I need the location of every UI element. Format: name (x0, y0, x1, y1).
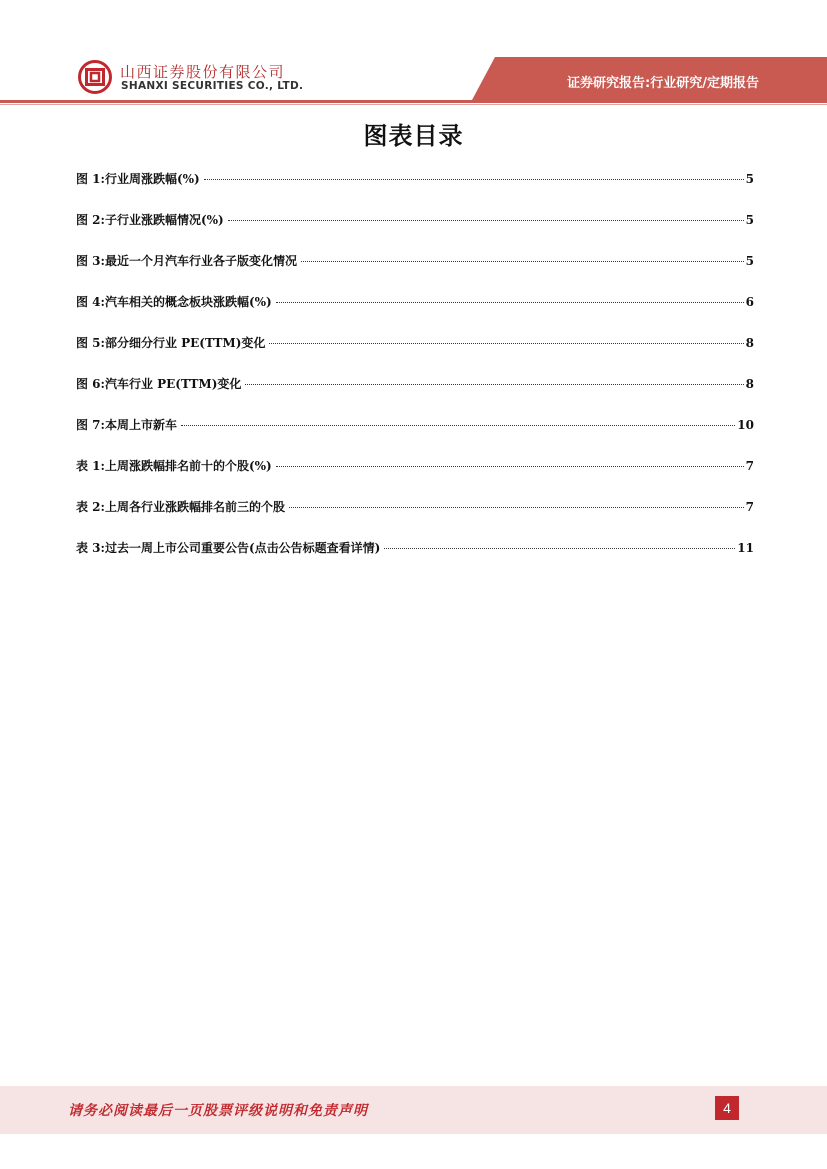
toc-entry-label[interactable]: 图 7:本周上市新车 (76, 418, 177, 432)
page-title: 图表目录 (363, 122, 464, 150)
toc-leader-dots (181, 425, 735, 426)
toc-entry-page[interactable]: 11 (737, 541, 754, 555)
toc-entry-page[interactable]: 8 (745, 336, 754, 350)
toc-leader-dots (301, 261, 744, 262)
toc-entry-page[interactable]: 5 (745, 254, 754, 268)
toc-entry[interactable] (76, 375, 754, 416)
toc-entry-page[interactable]: 8 (745, 377, 754, 391)
toc-entry-label[interactable]: 图 6:汽车行业 PE(TTM)变化 (76, 377, 242, 391)
toc-entry[interactable] (76, 211, 754, 252)
toc-entry-page[interactable]: 7 (745, 459, 754, 473)
toc-entry-page[interactable]: 5 (745, 172, 754, 186)
toc-leader-dots (289, 507, 744, 508)
toc-entry[interactable] (76, 498, 754, 539)
toc-entry-page[interactable]: 10 (737, 418, 754, 432)
disclaimer-notice: 请务必阅读最后一页股票评级说明和免责声明 (68, 1103, 368, 1119)
toc-leader-dots (276, 466, 744, 467)
toc-entry-page[interactable]: 5 (745, 213, 754, 227)
toc-leader-dots (204, 179, 744, 180)
toc-entry-page[interactable]: 6 (745, 295, 754, 309)
company-name-cn: 山西证券股份有限公司 (120, 63, 286, 81)
toc-entry[interactable] (76, 457, 754, 498)
toc-leader-dots (384, 548, 735, 549)
toc-leader-dots (228, 220, 744, 221)
toc-leader-dots (245, 384, 743, 385)
toc-entry[interactable] (76, 293, 754, 334)
toc-entry-label[interactable]: 图 1:行业周涨跌幅(%) (76, 172, 200, 186)
table-of-figures (76, 170, 754, 580)
toc-entry[interactable] (76, 170, 754, 211)
page-header (0, 0, 827, 112)
toc-entry-label[interactable]: 图 2:子行业涨跌幅情况(%) (76, 213, 224, 227)
toc-leader-dots (269, 343, 743, 344)
toc-entry[interactable] (76, 539, 754, 580)
toc-entry-label[interactable]: 表 2:上周各行业涨跌幅排名前三的个股 (76, 500, 285, 514)
company-name-en: SHANXI SECURITIES CO., LTD. (121, 80, 304, 92)
toc-entry-label[interactable]: 表 3:过去一周上市公司重要公告(点击公告标题查看详情) (76, 541, 381, 555)
toc-entry-label[interactable]: 图 4:汽车相关的概念板块涨跌幅(%) (76, 295, 272, 309)
toc-leader-dots (276, 302, 744, 303)
toc-entry[interactable] (76, 334, 754, 375)
toc-entry[interactable] (76, 416, 754, 457)
toc-entry-label[interactable]: 图 5:部分细分行业 PE(TTM)变化 (76, 336, 266, 350)
company-logo-icon (78, 60, 112, 94)
page-number: 4 (715, 1096, 739, 1120)
toc-entry-page[interactable]: 7 (745, 500, 754, 514)
toc-entry[interactable] (76, 252, 754, 293)
toc-entry-label[interactable]: 图 3:最近一个月汽车行业各子版变化情况 (76, 254, 297, 268)
report-type: 证券研究报告:行业研究/定期报告 (567, 76, 759, 91)
toc-entry-label[interactable]: 表 1:上周涨跌幅排名前十的个股(%) (76, 459, 272, 473)
